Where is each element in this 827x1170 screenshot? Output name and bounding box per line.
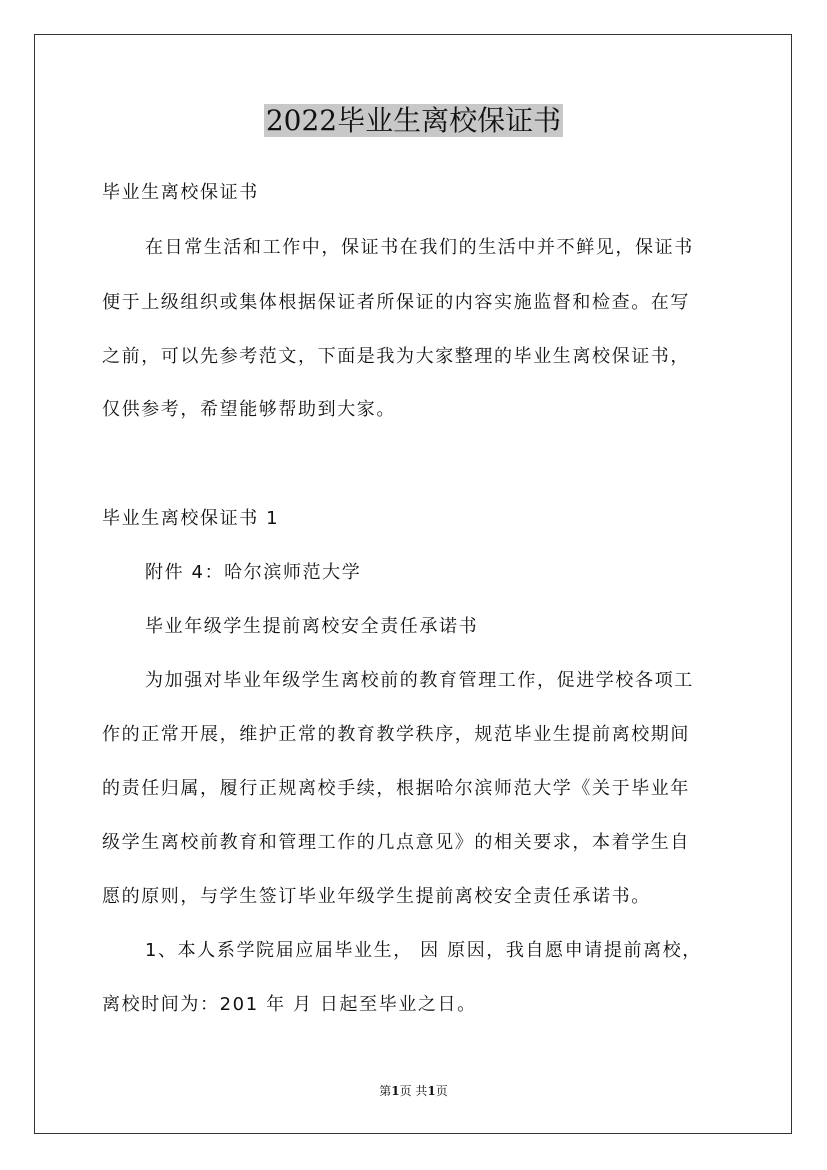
attachment-line: 附件 4：哈尔滨师范大学	[145, 562, 362, 583]
intro-line: 仅供参考，希望能够帮助到大家。	[102, 399, 396, 420]
body-line: 作的正常开展，维护正常的教育教学秩序，规范毕业生提前离校期间	[102, 724, 690, 745]
page-footer	[0, 1083, 827, 1099]
footer-prefix: 第	[379, 1084, 392, 1098]
body-line: 愿的原则，与学生签订毕业年级学生提前离校安全责任承诺书。	[102, 886, 651, 907]
intro-line: 之前，可以先参考范文，下面是我为大家整理的毕业生离校保证书，	[102, 346, 690, 367]
subtitle: 毕业生离校保证书	[102, 182, 259, 203]
body-line: 为加强对毕业年级学生离校前的教育管理工作，促进学校各项工	[145, 670, 694, 691]
footer-page-total: 1	[427, 1084, 436, 1098]
item-line: 离校时间为：201 年 月 日起至毕业之日。	[102, 994, 477, 1015]
footer-page-number: 1	[391, 1084, 400, 1098]
item-line: 1、本人系学院届应届毕业生， 因 原因，我自愿申请提前离校，	[145, 940, 702, 961]
body-line: 级学生离校前教育和管理工作的几点意见》的相关要求，本着学生自	[102, 832, 690, 853]
footer-mid: 页 共	[399, 1084, 428, 1098]
document-title	[0, 101, 827, 141]
footer-suffix: 页	[435, 1084, 448, 1098]
intro-line: 便于上级组织或集体根据保证者所保证的内容实施监督和检查。在写	[102, 292, 690, 313]
commitment-title: 毕业年级学生提前离校安全责任承诺书	[145, 616, 479, 637]
document-title-text: 2022毕业生离校保证书	[265, 104, 562, 137]
intro-line: 在日常生活和工作中，保证书在我们的生活中并不鲜见，保证书	[145, 237, 694, 258]
section-heading: 毕业生离校保证书 1	[102, 508, 280, 529]
body-line: 的责任归属，履行正规离校手续，根据哈尔滨师范大学《关于毕业年	[102, 778, 690, 799]
